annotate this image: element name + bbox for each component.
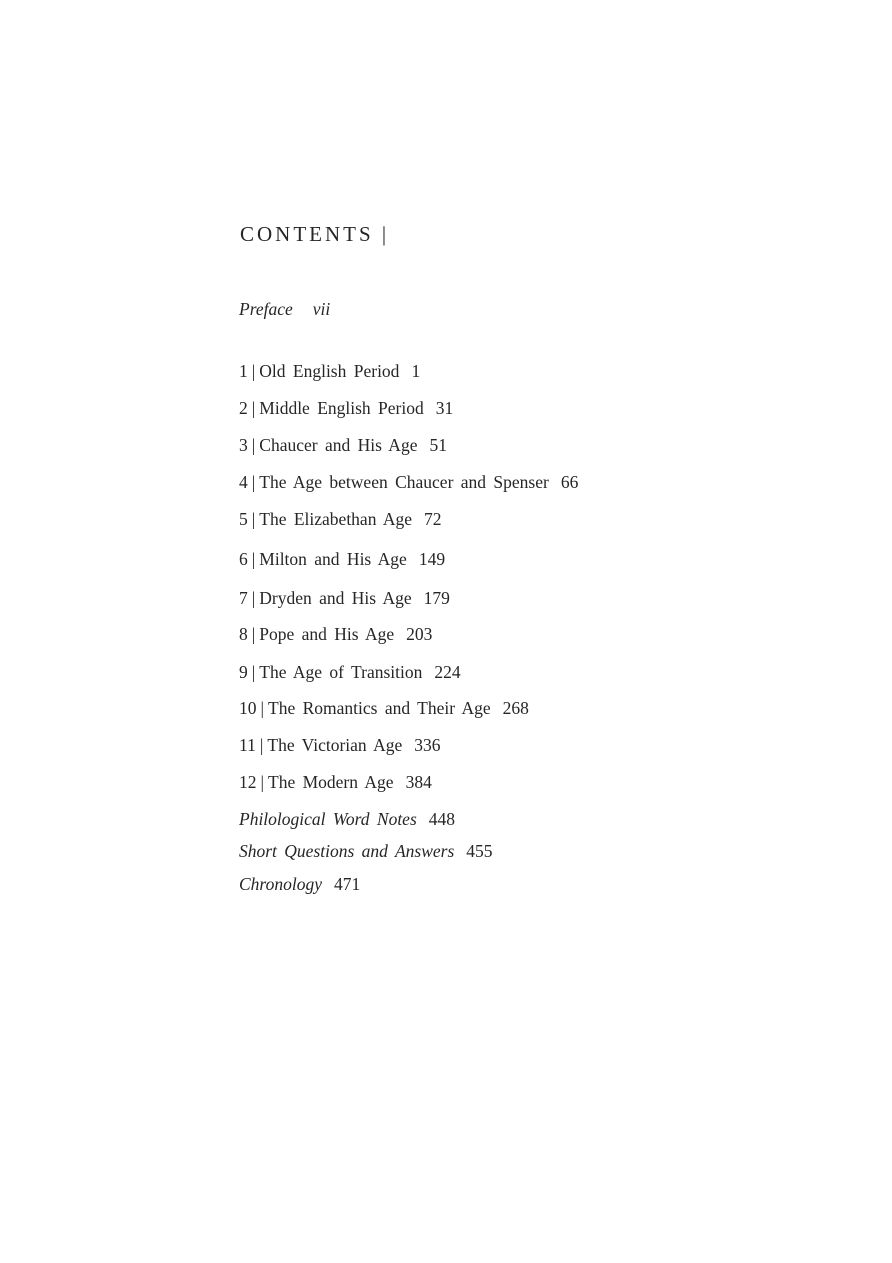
chapter-title: Old English Period <box>259 361 400 381</box>
chapter-title: Pope and His Age <box>259 624 395 644</box>
chapter-page: 1 <box>411 361 421 381</box>
entry-page: 448 <box>428 809 456 829</box>
toc-entry-chapter-8[interactable] <box>239 623 432 645</box>
entry-page: vii <box>312 299 331 319</box>
chapter-title: The Modern Age <box>268 772 394 792</box>
chapter-number: 7 <box>239 588 248 608</box>
toc-entry-chapter-6[interactable] <box>239 548 445 570</box>
entry-title: Short Questions and Answers <box>239 841 455 861</box>
toc-entry-chapter-4[interactable] <box>239 471 578 493</box>
toc-entry-questions[interactable] <box>239 840 493 862</box>
chapter-separator: | <box>259 735 264 755</box>
entry-title: Preface <box>239 299 293 319</box>
chapter-title: The Victorian Age <box>267 735 403 755</box>
toc-entry-chapter-7[interactable] <box>239 587 450 609</box>
toc-entry-preface[interactable] <box>239 298 330 320</box>
chapter-separator: | <box>251 509 256 529</box>
toc-entry-chapter-9[interactable] <box>239 661 461 683</box>
entry-page: 471 <box>333 874 361 894</box>
chapter-title: The Age between Chaucer and Spenser <box>259 472 549 492</box>
toc-entry-chapter-11[interactable] <box>239 734 441 756</box>
chapter-number: 3 <box>239 435 248 455</box>
chapter-number: 1 <box>239 361 248 381</box>
chapter-title: The Elizabethan Age <box>259 509 413 529</box>
title-divider: | <box>381 222 390 246</box>
chapter-page: 66 <box>560 472 579 492</box>
chapter-page: 384 <box>405 772 432 792</box>
chapter-number: 12 <box>239 772 257 792</box>
chapter-title: The Romantics and Their Age <box>268 698 491 718</box>
chapter-separator: | <box>251 662 256 682</box>
chapter-separator: | <box>260 772 265 792</box>
chapter-number: 9 <box>239 662 248 682</box>
chapter-page: 31 <box>435 398 454 418</box>
chapter-separator: | <box>251 588 256 608</box>
entry-title: Chronology <box>239 874 322 894</box>
chapter-title: Dryden and His Age <box>259 588 412 608</box>
chapter-separator: | <box>251 361 256 381</box>
toc-entry-chapter-10[interactable] <box>239 697 529 719</box>
chapter-separator: | <box>251 472 256 492</box>
title-text: CONTENTS <box>240 222 374 246</box>
toc-entry-chapter-12[interactable] <box>239 771 432 793</box>
chapter-page: 336 <box>414 735 441 755</box>
chapter-title: The Age of Transition <box>259 662 423 682</box>
page-title <box>240 221 389 247</box>
toc-entry-chapter-5[interactable] <box>239 508 442 530</box>
chapter-number: 8 <box>239 624 248 644</box>
toc-entry-chapter-2[interactable] <box>239 397 453 419</box>
chapter-title: Chaucer and His Age <box>259 435 418 455</box>
chapter-page: 224 <box>434 662 461 682</box>
toc-entry-word-notes[interactable] <box>239 808 455 830</box>
chapter-number: 6 <box>239 549 248 569</box>
chapter-separator: | <box>251 398 256 418</box>
chapter-separator: | <box>251 435 256 455</box>
chapter-number: 11 <box>239 735 256 755</box>
toc-entry-chronology[interactable] <box>239 873 360 895</box>
chapter-separator: | <box>251 624 256 644</box>
toc-entry-chapter-1[interactable] <box>239 360 420 382</box>
chapter-page: 72 <box>424 509 442 529</box>
toc-entry-chapter-3[interactable] <box>239 434 447 456</box>
entry-page: 455 <box>466 841 493 861</box>
chapter-page: 268 <box>502 698 529 718</box>
chapter-separator: | <box>251 549 256 569</box>
entry-title: Philological Word Notes <box>239 809 417 829</box>
chapter-page: 203 <box>406 624 433 644</box>
chapter-title: Middle English Period <box>259 398 424 418</box>
chapter-title: Milton and His Age <box>259 549 407 569</box>
chapter-number: 5 <box>239 509 248 529</box>
chapter-page: 51 <box>429 435 447 455</box>
chapter-number: 10 <box>239 698 257 718</box>
chapter-number: 4 <box>239 472 248 492</box>
chapter-number: 2 <box>239 398 248 418</box>
chapter-separator: | <box>260 698 265 718</box>
chapter-page: 149 <box>418 549 446 569</box>
chapter-page: 179 <box>423 588 450 608</box>
